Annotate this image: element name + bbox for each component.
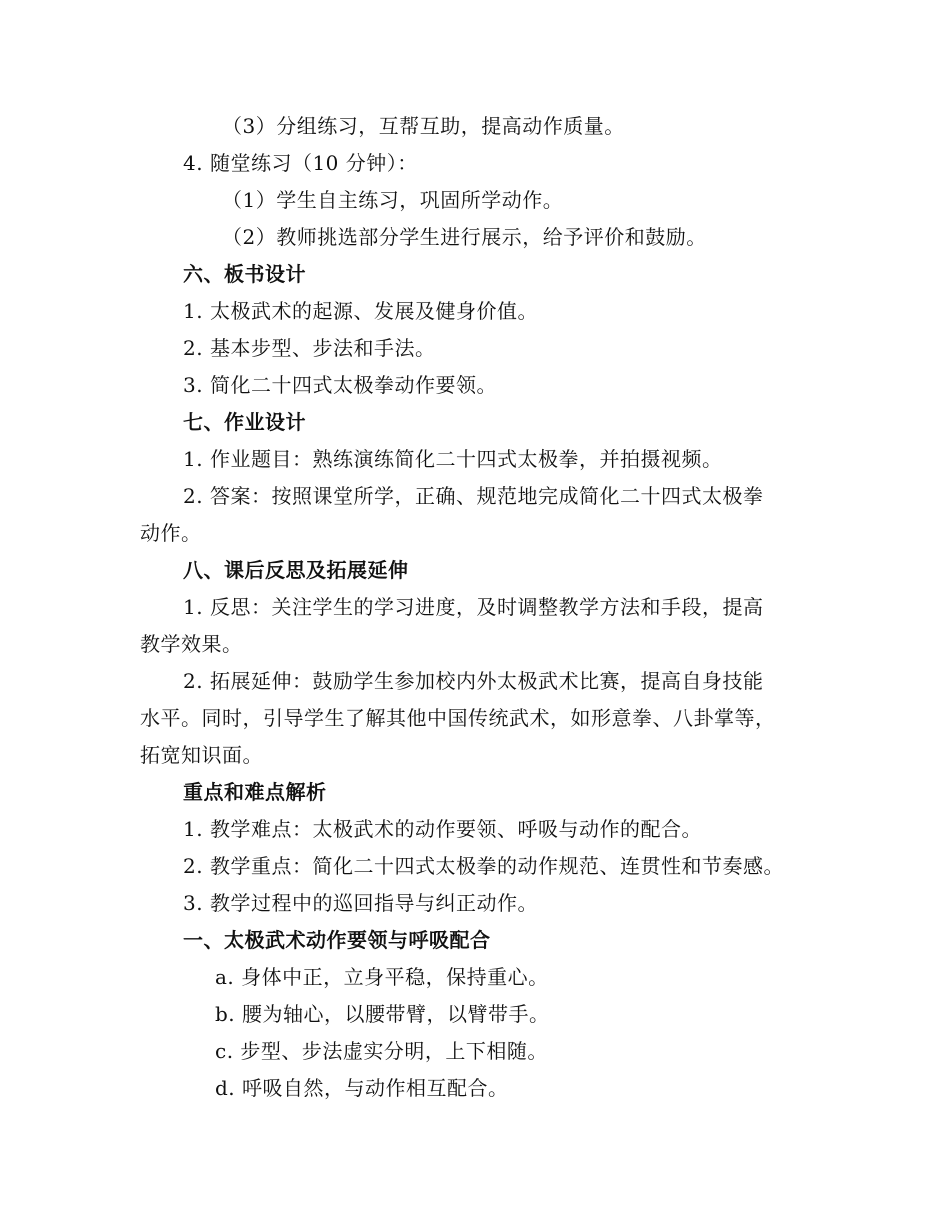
list-item: 3. 教学过程中的巡回指导与纠正动作。 [183,891,538,915]
text-line: （3）分组练习，互帮互助，提高动作质量。 [222,114,625,138]
list-item: 2. 教学重点：简化二十四式太极拳的动作规范、连贯性和节奏感。 [183,854,784,878]
text-line: （2）教师挑选部分学生进行展示，给予评价和鼓励。 [222,225,707,249]
section-heading: 重点和难点解析 [183,780,327,804]
text-line: 拓宽知识面。 [140,743,263,767]
list-item: 2. 拓展延伸：鼓励学生参加校内外太极武术比赛，提高自身技能 [183,669,764,693]
list-item: 1. 太极武术的起源、发展及健身价值。 [183,299,538,323]
section-heading: 一、太极武术动作要领与呼吸配合 [183,928,491,952]
list-item: a. 身体中正，立身平稳，保持重心。 [215,965,549,989]
text-line: 水平。同时，引导学生了解其他中国传统武术，如形意拳、八卦掌等， [140,706,776,730]
list-item: 1. 作业题目：熟练演练简化二十四式太极拳，并拍摄视频。 [183,447,723,471]
list-item: c. 步型、步法虚实分明，上下相随。 [215,1039,548,1063]
text-line: 教学效果。 [140,632,243,656]
list-item: 4. 随堂练习（10 分钟）： [183,151,418,175]
text-line: 动作。 [140,521,202,545]
list-item: 3. 简化二十四式太极拳动作要领。 [183,373,497,397]
list-item: 2. 答案：按照课堂所学，正确、规范地完成简化二十四式太极拳 [183,484,764,508]
list-item: 1. 反思：关注学生的学习进度，及时调整教学方法和手段，提高 [183,595,764,619]
list-item: 2. 基本步型、步法和手法。 [183,336,436,360]
list-item: b. 腰为轴心，以腰带臂，以臂带手。 [215,1002,550,1026]
list-item: d. 呼吸自然，与动作相互配合。 [215,1076,509,1100]
section-heading: 六、板书设计 [183,262,306,286]
text-line: （1）学生自主练习，巩固所学动作。 [222,188,564,212]
section-heading: 八、课后反思及拓展延伸 [183,558,409,582]
section-heading: 七、作业设计 [183,410,306,434]
list-item: 1. 教学难点：太极武术的动作要领、呼吸与动作的配合。 [183,817,702,841]
